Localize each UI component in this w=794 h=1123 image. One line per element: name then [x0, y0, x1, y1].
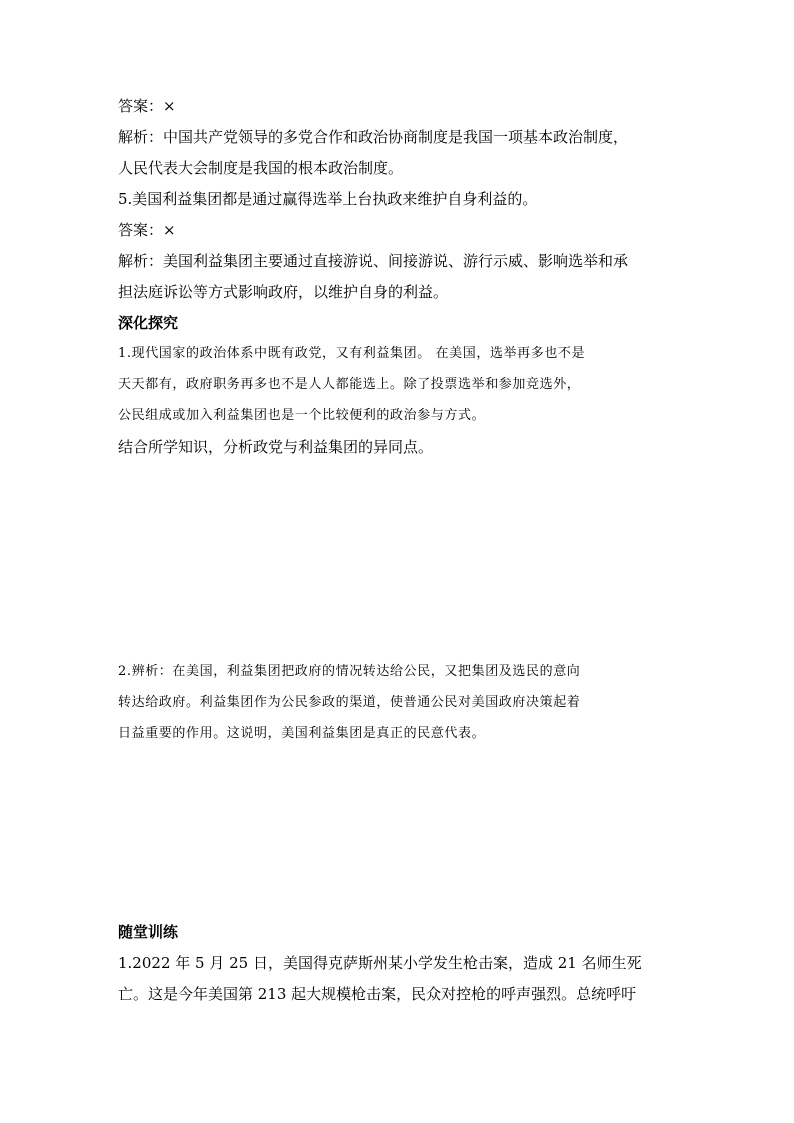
practice-question-1-continued: 亡。这是今年美国第 213 起大规模枪击案，民众对控枪的呼声强烈。总统呼吁: [118, 985, 637, 1003]
inquiry-2-text-continued: 日益重要的作用。这说明，美国利益集团是真正的民意代表。: [118, 726, 486, 741]
analysis-line: 解析：美国利益集团主要通过直接游说、间接游说、游行示威、影响选举和承: [118, 252, 629, 270]
inquiry-1-prompt: 结合所学知识，分析政党与利益集团的异同点。: [118, 438, 434, 456]
practice-question-1: 1.2022 年 5 月 25 日，美国得克萨斯州某小学发生枪击案，造成 21 名师生死: [118, 954, 642, 972]
inquiry-1-text: 1.现代国家的政治体系中既有政党，又有利益集团。 在美国，选举再多也不是: [118, 346, 586, 361]
inquiry-2-text-continued: 转达给政府。利益集团作为公民参政的渠道，使普通公民对美国政府决策起着: [118, 695, 581, 710]
analysis-line-continued: 担法庭诉讼等方式影响政府，以维护自身的利益。: [118, 283, 449, 301]
question-5: 5.美国利益集团都是通过赢得选举上台执政来维护自身利益的。: [118, 190, 538, 208]
analysis-line: 解析：中国共产党领导的多党合作和政治协商制度是我国一项基本政治制度，: [118, 128, 629, 146]
inquiry-2-text: 2.辨析：在美国，利益集团把政府的情况转达给公民，又把集团及选民的意向: [118, 664, 581, 679]
answer-line: 答案：×: [118, 97, 176, 115]
answer-line: 答案：×: [118, 221, 176, 239]
section-heading-deepen: 深化探究: [118, 314, 179, 332]
inquiry-1-text-continued: 公民组成或加入利益集团也是一个比较便利的政治参与方式。: [118, 408, 486, 423]
section-heading-practice: 随堂训练: [118, 923, 179, 941]
inquiry-1-text-continued: 天天都有，政府职务再多也不是人人都能选上。除了投票选举和参加竞选外，: [118, 377, 581, 392]
analysis-line-continued: 人民代表大会制度是我国的根本政治制度。: [118, 159, 404, 177]
